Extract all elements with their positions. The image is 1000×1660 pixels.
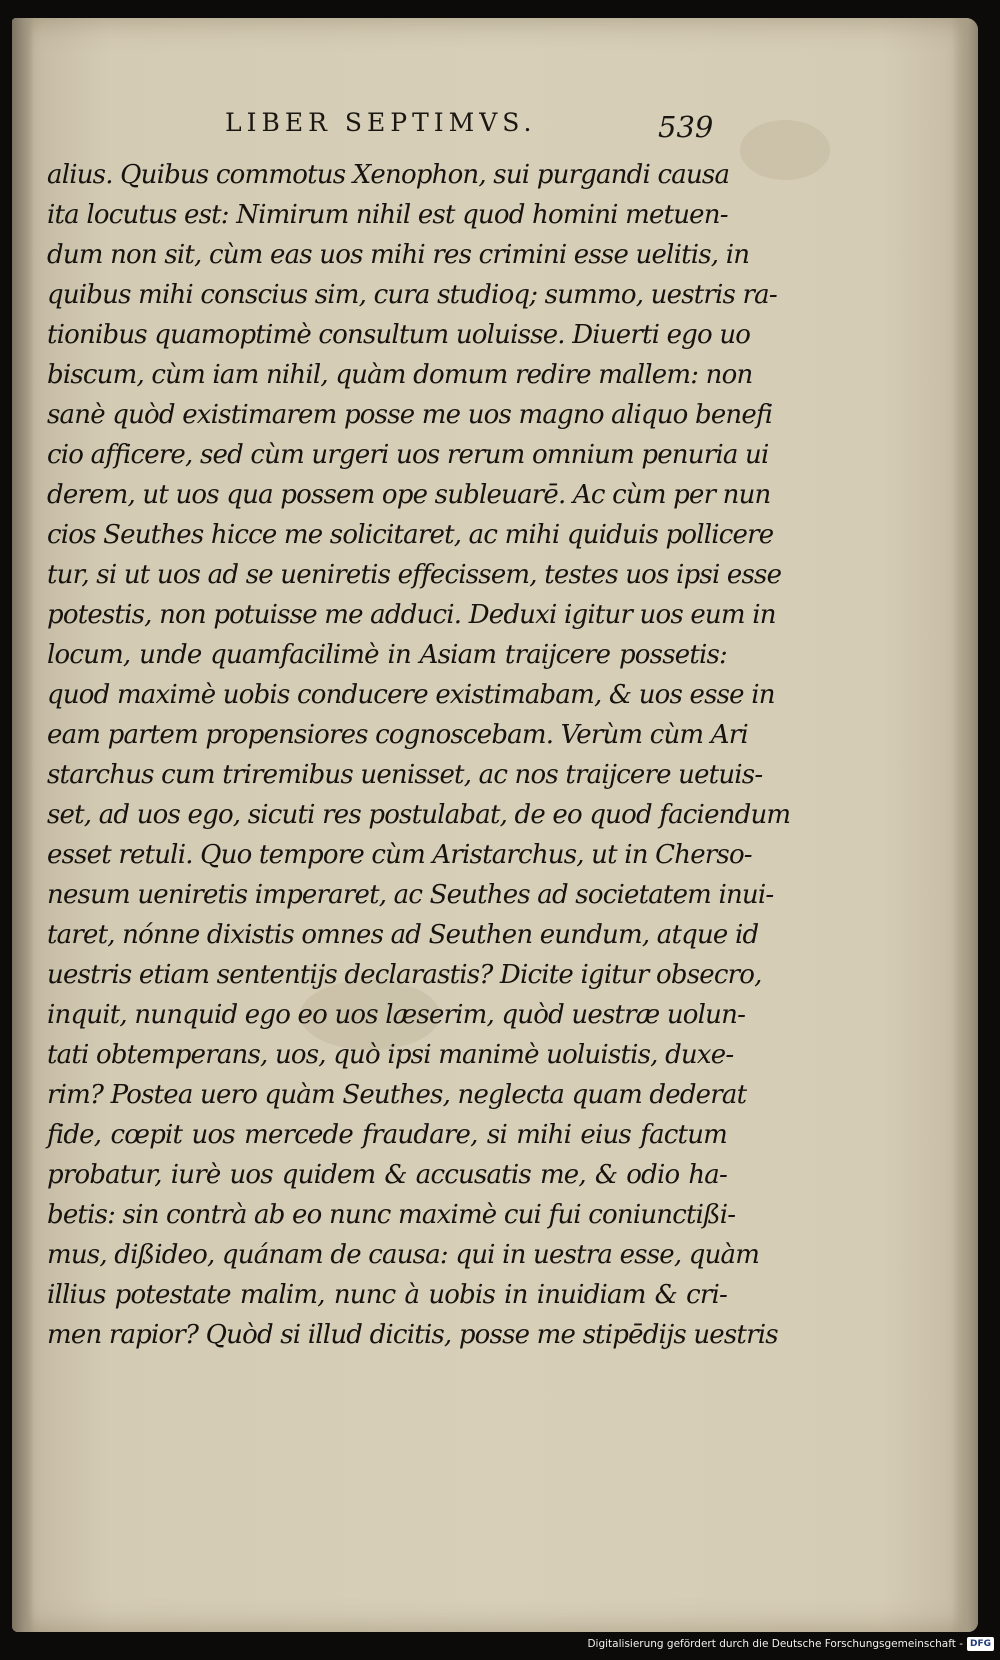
running-head: LIBER SEPTIMVS.: [225, 108, 537, 137]
text-line: set, ad uos ego, sicuti res postulabat, de eo quod faciendum: [47, 800, 791, 830]
page-gutter-shadow: [12, 18, 34, 1632]
text-line: probatur, iurè uos quidem & accusatis me, & odio ha-: [47, 1160, 727, 1190]
text-line: inquit, nunquid ego eo uos læserim, quòd uestræ uolun-: [47, 1000, 746, 1030]
text-line: dum non sit, cùm eas uos mihi res crimini esse uelitis, in: [47, 240, 750, 270]
text-line: mus, dißideo, quánam de causa: qui in uestra esse, quàm: [47, 1240, 760, 1270]
dfg-logo: DFG: [967, 1637, 994, 1651]
page-number: 539: [658, 110, 714, 144]
text-line: uestris etiam sententijs declarastis? Dicite igitur obsecro,: [47, 960, 762, 990]
text-line: rim? Postea uero quàm Seuthes, neglecta quam dederat: [47, 1080, 747, 1110]
text-line: quod maximè uobis conducere existimabam, & uos esse in: [47, 680, 775, 710]
digitization-credit: [587, 1634, 994, 1654]
text-line: nesum ueniretis imperaret, ac Seuthes ad societatem inui-: [47, 880, 774, 910]
text-line: starchus cum triremibus uenisset, ac nos traijcere uetuis-: [47, 760, 763, 790]
text-line: ita locutus est: Nimirum nihil est quod homini metuen-: [47, 200, 728, 230]
text-line: tur, si ut uos ad se ueniretis effecissem, testes uos ipsi esse: [47, 560, 782, 590]
text-line: locum, unde quamfacilimè in Asiam traijcere possetis:: [47, 640, 727, 670]
text-line: alius. Quibus commotus Xenophon, sui purgandi causa: [47, 160, 730, 190]
text-line: derem, ut uos qua possem ope subleuarē. Ac cùm per nun: [47, 480, 771, 510]
text-line: quibus mihi conscius sim, cura studioq; summo, uestris ra-: [47, 280, 777, 310]
text-line: tionibus quamoptimè consultum uoluisse. Diuerti ego uo: [47, 320, 751, 350]
text-line: sanè quòd existimarem posse me uos magno aliquo benefi: [47, 400, 773, 430]
text-line: cios Seuthes hicce me solicitaret, ac mihi quiduis pollicere: [47, 520, 774, 550]
text-line: fide, cœpit uos mercede fraudare, si mihi eius factum: [47, 1120, 727, 1150]
text-line: eam partem propensiores cognoscebam. Verùm cùm Ari: [47, 720, 748, 750]
text-line: potestis, non potuisse me adduci. Deduxi igitur uos eum in: [47, 600, 776, 630]
text-line: taret, nónne dixistis omnes ad Seuthen eundum, atque id: [47, 920, 759, 950]
text-line: esset retuli. Quo tempore cùm Aristarchus, ut in Cherso-: [47, 840, 752, 870]
text-line: betis: sin contrà ab eo nunc maximè cui fui coniunctißi-: [47, 1200, 736, 1230]
text-line: men rapior? Quòd si illud dicitis, posse me stipēdijs uestris: [47, 1320, 778, 1350]
text-line: tati obtemperans, uos, quò ipsi manimè uoluistis, duxe-: [47, 1040, 734, 1070]
page-edge-shadow: [952, 18, 978, 1632]
credit-text: Digitalisierung gefördert durch die Deutsche Forschungsgemeinschaft -: [587, 1638, 963, 1650]
text-line: cio afficere, sed cùm urgeri uos rerum omnium penuria ui: [47, 440, 769, 470]
text-line: biscum, cùm iam nihil, quàm domum redire mallem: non: [47, 360, 753, 390]
paper-stain: [740, 120, 830, 180]
body-text: [47, 155, 791, 1355]
text-line: illius potestate malim, nunc à uobis in inuidiam & cri-: [47, 1280, 727, 1310]
